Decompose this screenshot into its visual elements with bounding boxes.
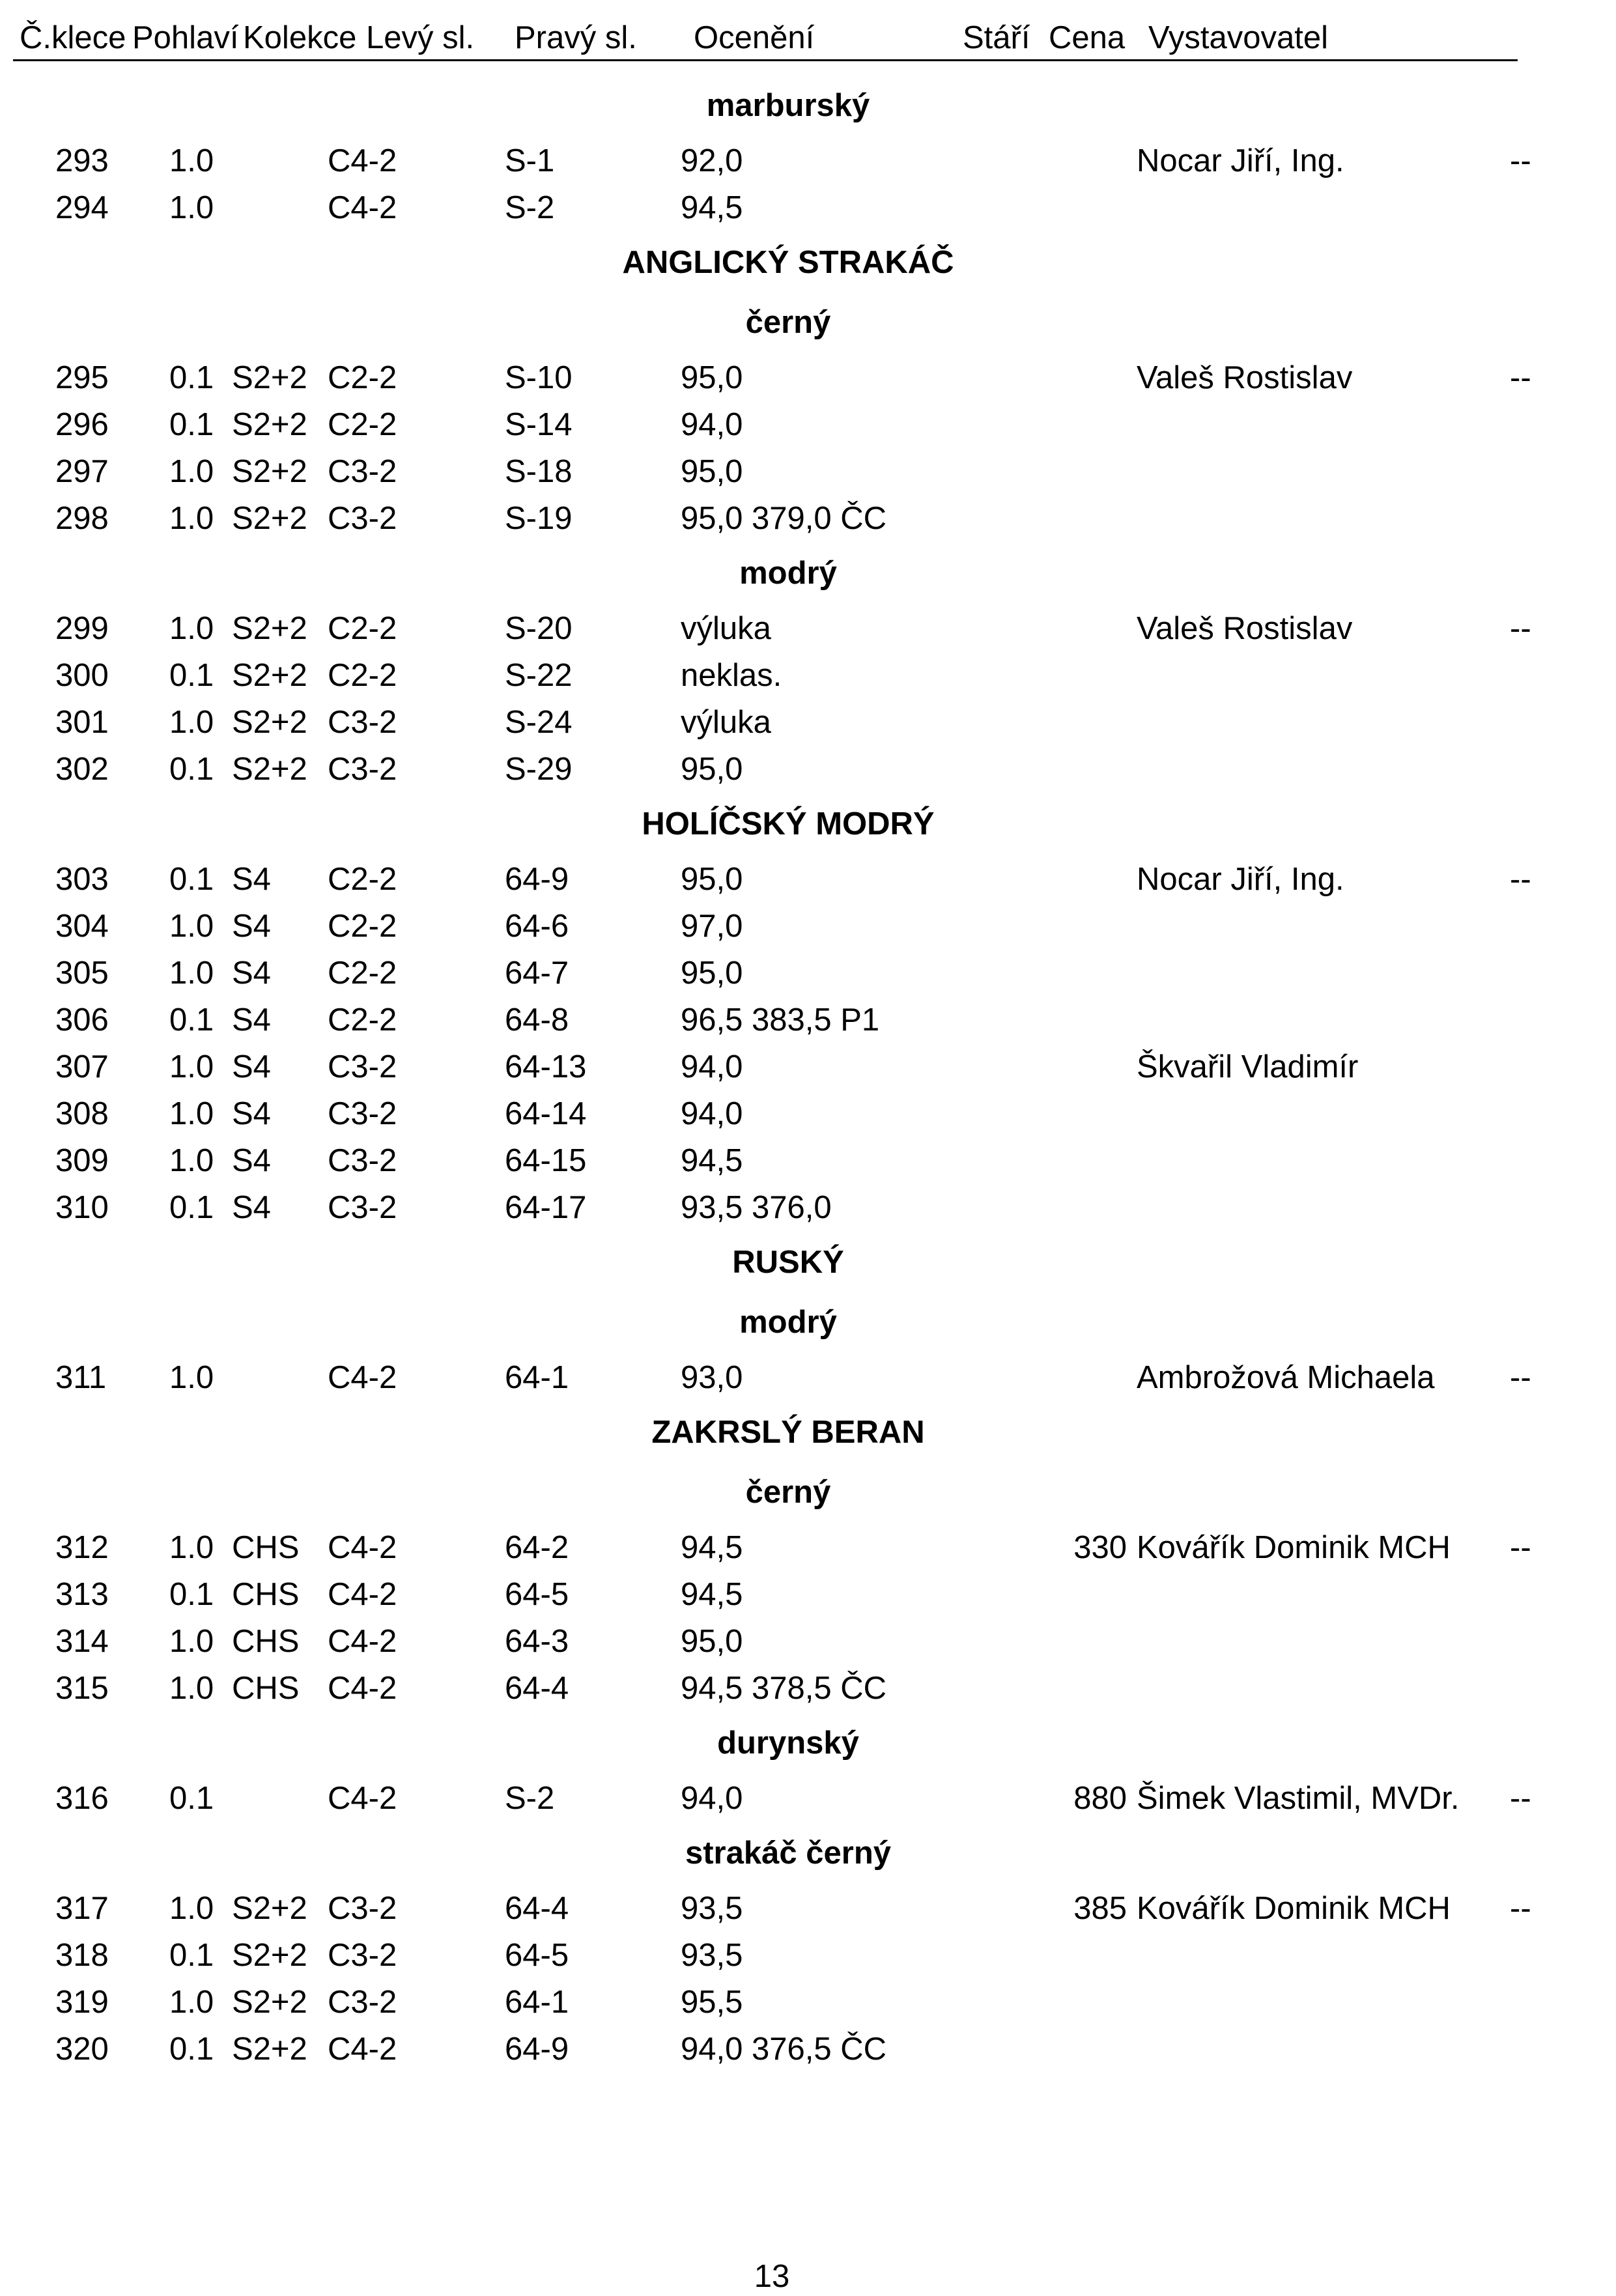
price: 330	[1073, 1530, 1127, 1565]
cage-number: 297	[55, 454, 109, 489]
left-tattoo: C3-2	[328, 1049, 397, 1084]
header-stari: Stáří	[963, 20, 1030, 55]
collection: S2+2	[232, 611, 307, 646]
cage-number: 294	[55, 190, 109, 225]
rating: 93,5	[681, 1938, 743, 1973]
entry-row	[0, 1047, 1616, 1086]
cage-number: 300	[55, 658, 109, 693]
cage-number: 313	[55, 1577, 109, 1612]
sex: 1.0	[169, 1096, 214, 1131]
sex: 0.1	[169, 1938, 214, 1973]
right-tattoo: S-22	[505, 658, 573, 693]
right-tattoo: 64-14	[505, 1096, 587, 1131]
header-pohlavi: Pohlaví	[132, 20, 239, 55]
entry-row	[0, 1188, 1616, 1227]
section-heading: durynský	[717, 1725, 859, 1761]
cage-number: 319	[55, 1985, 109, 2020]
left-tattoo: C2-2	[328, 360, 397, 395]
cage-number: 305	[55, 956, 109, 991]
sex: 1.0	[169, 1530, 214, 1565]
entry-row	[0, 1936, 1616, 1975]
entry-row	[0, 2030, 1616, 2069]
sex: 1.0	[169, 1360, 214, 1395]
cage-number: 318	[55, 1938, 109, 1973]
sex: 1.0	[169, 956, 214, 991]
collection: CHS	[232, 1624, 300, 1659]
sex: 0.1	[169, 407, 214, 442]
entry-row	[0, 954, 1616, 993]
collection: S2+2	[232, 752, 307, 787]
sex: 1.0	[169, 1985, 214, 2020]
collection: S2+2	[232, 1938, 307, 1973]
cage-number: 307	[55, 1049, 109, 1084]
cage-number: 298	[55, 501, 109, 536]
dash-mark: --	[1510, 143, 1531, 178]
cage-number: 320	[55, 2032, 109, 2067]
rating: 95,0	[681, 454, 743, 489]
sex: 1.0	[169, 1143, 214, 1178]
section-heading: HOLÍČSKÝ MODRÝ	[642, 806, 935, 842]
rating: neklas.	[681, 658, 782, 693]
right-tattoo: S-14	[505, 407, 573, 442]
dash-mark: --	[1510, 611, 1531, 646]
rating: 94,5	[681, 190, 743, 225]
left-tattoo: C4-2	[328, 143, 397, 178]
dash-mark: --	[1510, 1781, 1531, 1816]
cage-number: 295	[55, 360, 109, 395]
entry-row	[0, 358, 1616, 397]
entry-row	[0, 141, 1616, 180]
right-tattoo: 64-1	[505, 1985, 569, 2020]
rating: 93,5 376,0	[681, 1190, 832, 1225]
rating: 94,0 376,5 ČC	[681, 2032, 886, 2067]
sex: 0.1	[169, 862, 214, 897]
sex: 1.0	[169, 705, 214, 740]
cage-number: 302	[55, 752, 109, 787]
right-tattoo: 64-3	[505, 1624, 569, 1659]
cage-number: 299	[55, 611, 109, 646]
sex: 0.1	[169, 360, 214, 395]
header-oceneni: Ocenění	[694, 20, 815, 55]
entry-row	[0, 609, 1616, 648]
sex: 1.0	[169, 1049, 214, 1084]
section-heading: RUSKÝ	[732, 1245, 844, 1280]
price: 880	[1073, 1781, 1127, 1816]
exhibitor: Ambrožová Michaela	[1137, 1360, 1435, 1395]
rating: výluka	[681, 705, 771, 740]
collection: S4	[232, 862, 271, 897]
section-heading: černý	[745, 305, 831, 340]
sex: 0.1	[169, 1002, 214, 1038]
cage-number: 315	[55, 1671, 109, 1706]
exhibitor: Valeš Rostislav	[1137, 360, 1353, 395]
rating: 95,0	[681, 752, 743, 787]
rating: 95,0	[681, 360, 743, 395]
right-tattoo: S-1	[505, 143, 555, 178]
right-tattoo: 64-5	[505, 1938, 569, 1973]
cage-number: 314	[55, 1624, 109, 1659]
exhibitor: Kovářík Dominik MCH	[1137, 1891, 1451, 1926]
header-pravy: Pravý sl.	[515, 20, 637, 55]
entry-row	[0, 1669, 1616, 1708]
right-tattoo: 64-1	[505, 1360, 569, 1395]
right-tattoo: S-10	[505, 360, 573, 395]
collection: S4	[232, 956, 271, 991]
sex: 1.0	[169, 190, 214, 225]
sex: 0.1	[169, 1577, 214, 1612]
cage-number: 296	[55, 407, 109, 442]
rating: 93,5	[681, 1891, 743, 1926]
sex: 1.0	[169, 501, 214, 536]
entry-row	[0, 1094, 1616, 1133]
rating: 94,5	[681, 1530, 743, 1565]
dash-mark: --	[1510, 1360, 1531, 1395]
entry-row	[0, 860, 1616, 899]
left-tattoo: C2-2	[328, 658, 397, 693]
entry-row	[0, 703, 1616, 742]
header-cena: Cena	[1049, 20, 1126, 55]
right-tattoo: 64-4	[505, 1891, 569, 1926]
entry-row	[0, 656, 1616, 695]
cage-number: 303	[55, 862, 109, 897]
sex: 0.1	[169, 1190, 214, 1225]
left-tattoo: C4-2	[328, 1360, 397, 1395]
cage-number: 310	[55, 1190, 109, 1225]
section-heading: modrý	[739, 556, 837, 591]
rating: výluka	[681, 611, 771, 646]
right-tattoo: 64-17	[505, 1190, 587, 1225]
collection: S2+2	[232, 1985, 307, 2020]
cage-number: 316	[55, 1781, 109, 1816]
rating: 92,0	[681, 143, 743, 178]
collection: S2+2	[232, 360, 307, 395]
right-tattoo: 64-5	[505, 1577, 569, 1612]
cage-number: 306	[55, 1002, 109, 1038]
collection: S2+2	[232, 658, 307, 693]
collection: S2+2	[232, 454, 307, 489]
rating: 94,5	[681, 1577, 743, 1612]
right-tattoo: S-20	[505, 611, 573, 646]
sex: 0.1	[169, 1781, 214, 1816]
collection: S2+2	[232, 407, 307, 442]
cage-number: 304	[55, 909, 109, 944]
left-tattoo: C3-2	[328, 501, 397, 536]
right-tattoo: 64-9	[505, 2032, 569, 2067]
sex: 1.0	[169, 611, 214, 646]
entry-row	[0, 1889, 1616, 1928]
exhibitor: Valeš Rostislav	[1137, 611, 1353, 646]
sex: 1.0	[169, 909, 214, 944]
right-tattoo: 64-9	[505, 862, 569, 897]
left-tattoo: C2-2	[328, 611, 397, 646]
entry-row	[0, 1528, 1616, 1567]
right-tattoo: S-2	[505, 1781, 555, 1816]
left-tattoo: C4-2	[328, 1781, 397, 1816]
right-tattoo: 64-7	[505, 956, 569, 991]
rating: 94,5	[681, 1143, 743, 1178]
rating: 95,0	[681, 1624, 743, 1659]
right-tattoo: 64-6	[505, 909, 569, 944]
exhibitor: Nocar Jiří, Ing.	[1137, 862, 1344, 897]
right-tattoo: S-24	[505, 705, 573, 740]
exhibitor: Šimek Vlastimil, MVDr.	[1137, 1781, 1460, 1816]
entry-row	[0, 499, 1616, 538]
collection: S2+2	[232, 501, 307, 536]
rating: 94,0	[681, 407, 743, 442]
left-tattoo: C4-2	[328, 2032, 397, 2067]
dash-mark: --	[1510, 360, 1531, 395]
exhibitor: Škvařil Vladimír	[1137, 1049, 1359, 1084]
sex: 0.1	[169, 2032, 214, 2067]
page-number: 13	[754, 2259, 790, 2294]
sex: 1.0	[169, 1671, 214, 1706]
header-kolekce: Kolekce	[243, 20, 357, 55]
right-tattoo: S-29	[505, 752, 573, 787]
left-tattoo: C3-2	[328, 1985, 397, 2020]
sex: 1.0	[169, 1624, 214, 1659]
left-tattoo: C3-2	[328, 705, 397, 740]
exhibitor: Nocar Jiří, Ing.	[1137, 143, 1344, 178]
left-tattoo: C3-2	[328, 1143, 397, 1178]
rating: 93,0	[681, 1360, 743, 1395]
entry-row	[0, 1358, 1616, 1397]
entry-row	[0, 1983, 1616, 2022]
section-heading: modrý	[739, 1305, 837, 1340]
left-tattoo: C3-2	[328, 454, 397, 489]
entry-row	[0, 405, 1616, 444]
left-tattoo: C2-2	[328, 909, 397, 944]
cage-number: 317	[55, 1891, 109, 1926]
cage-number: 309	[55, 1143, 109, 1178]
entry-row	[0, 907, 1616, 946]
rating: 95,0	[681, 862, 743, 897]
rating: 94,0	[681, 1781, 743, 1816]
cage-number: 308	[55, 1096, 109, 1131]
right-tattoo: 64-8	[505, 1002, 569, 1038]
sex: 1.0	[169, 143, 214, 178]
section-heading: černý	[745, 1475, 831, 1510]
entry-row	[0, 188, 1616, 227]
left-tattoo: C3-2	[328, 752, 397, 787]
left-tattoo: C4-2	[328, 190, 397, 225]
collection: S4	[232, 1096, 271, 1131]
collection: CHS	[232, 1671, 300, 1706]
right-tattoo: 64-4	[505, 1671, 569, 1706]
sex: 0.1	[169, 752, 214, 787]
rating: 95,0	[681, 956, 743, 991]
collection: S4	[232, 1002, 271, 1038]
left-tattoo: C2-2	[328, 862, 397, 897]
sex: 1.0	[169, 1891, 214, 1926]
entry-row	[0, 452, 1616, 491]
left-tattoo: C3-2	[328, 1891, 397, 1926]
left-tattoo: C3-2	[328, 1190, 397, 1225]
left-tattoo: C4-2	[328, 1671, 397, 1706]
right-tattoo: S-2	[505, 190, 555, 225]
rating: 94,0	[681, 1049, 743, 1084]
right-tattoo: 64-2	[505, 1530, 569, 1565]
left-tattoo: C2-2	[328, 1002, 397, 1038]
collection: S4	[232, 1049, 271, 1084]
collection: S2+2	[232, 1891, 307, 1926]
header-levy: Levý sl.	[366, 20, 475, 55]
collection: S2+2	[232, 705, 307, 740]
entry-row	[0, 1141, 1616, 1180]
dash-mark: --	[1510, 1530, 1531, 1565]
collection: CHS	[232, 1577, 300, 1612]
left-tattoo: C2-2	[328, 956, 397, 991]
header-divider	[13, 59, 1518, 61]
rating: 94,5 378,5 ČC	[681, 1671, 886, 1706]
entry-row	[0, 750, 1616, 789]
cage-number: 301	[55, 705, 109, 740]
section-heading: marburský	[706, 88, 870, 123]
dash-mark: --	[1510, 1891, 1531, 1926]
left-tattoo: C2-2	[328, 407, 397, 442]
entry-row	[0, 1575, 1616, 1614]
exhibitor: Kovářík Dominik MCH	[1137, 1530, 1451, 1565]
rating: 95,0 379,0 ČC	[681, 501, 886, 536]
rating: 96,5 383,5 P1	[681, 1002, 880, 1038]
section-heading: ZAKRSLÝ BERAN	[651, 1415, 925, 1450]
entry-row	[0, 1000, 1616, 1040]
rating: 97,0	[681, 909, 743, 944]
sex: 0.1	[169, 658, 214, 693]
right-tattoo: S-18	[505, 454, 573, 489]
collection: CHS	[232, 1530, 300, 1565]
left-tattoo: C3-2	[328, 1096, 397, 1131]
rating: 95,5	[681, 1985, 743, 2020]
dash-mark: --	[1510, 862, 1531, 897]
collection: S4	[232, 909, 271, 944]
entry-row	[0, 1779, 1616, 1818]
collection: S4	[232, 1143, 271, 1178]
right-tattoo: 64-13	[505, 1049, 587, 1084]
section-heading: strakáč černý	[685, 1835, 891, 1871]
right-tattoo: 64-15	[505, 1143, 587, 1178]
cage-number: 312	[55, 1530, 109, 1565]
collection: S2+2	[232, 2032, 307, 2067]
right-tattoo: S-19	[505, 501, 573, 536]
entry-row	[0, 1622, 1616, 1661]
cage-number: 293	[55, 143, 109, 178]
price: 385	[1073, 1891, 1127, 1926]
left-tattoo: C4-2	[328, 1577, 397, 1612]
sex: 1.0	[169, 454, 214, 489]
section-heading: ANGLICKÝ STRAKÁČ	[622, 245, 954, 280]
cage-number: 311	[55, 1360, 107, 1395]
header-vystavovatel: Vystavovatel	[1148, 20, 1328, 55]
collection: S4	[232, 1190, 271, 1225]
rating: 94,0	[681, 1096, 743, 1131]
left-tattoo: C3-2	[328, 1938, 397, 1973]
left-tattoo: C4-2	[328, 1530, 397, 1565]
left-tattoo: C4-2	[328, 1624, 397, 1659]
header-cislo-klece: Č.klece	[20, 20, 126, 55]
